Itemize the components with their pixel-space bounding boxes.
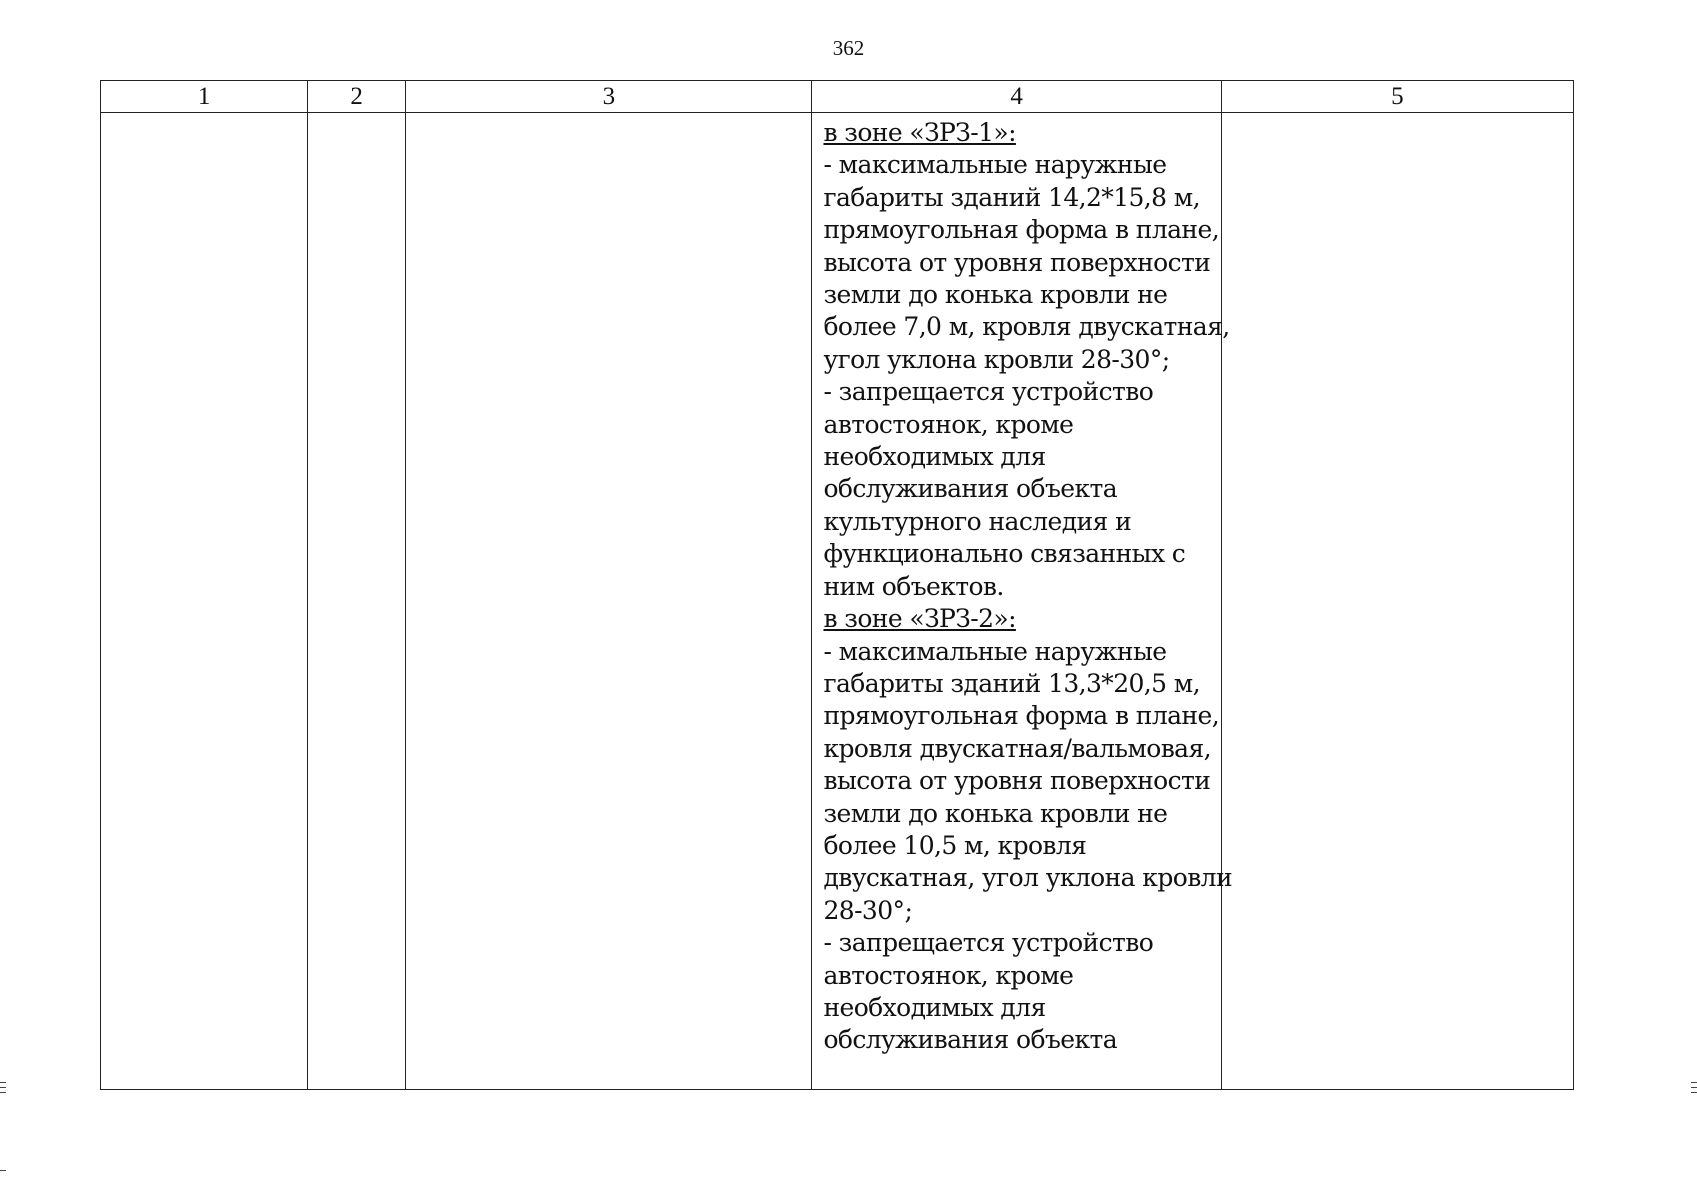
column-header-5: 5 [1221, 81, 1573, 113]
requirement-line: - максимальные наружные [823, 636, 1167, 666]
requirement-line: ним объектов. [823, 571, 1004, 601]
requirement-line: угол уклона кровли 28-30°; [823, 344, 1170, 374]
table-header-row [101, 81, 1574, 113]
requirement-line: 28-30°; [823, 895, 913, 925]
requirement-line: обслуживания объекта [823, 1025, 1118, 1055]
requirement-line: культурного наследия и [823, 506, 1132, 536]
requirement-line: прямоугольная форма в плане, [823, 215, 1220, 245]
regulations-table [100, 80, 1574, 1090]
zone-heading: в зоне «ЗРЗ-1»: [823, 118, 1016, 147]
scan-edge-mark [0, 1092, 6, 1093]
column-header-3: 3 [406, 81, 812, 113]
requirement-line: автостоянок, кроме [823, 409, 1074, 439]
requirement-line: прямоугольная форма в плане, [823, 701, 1220, 731]
page-number: 362 [832, 36, 865, 60]
requirement-line: автостоянок, кроме [823, 960, 1074, 990]
cell-col-3 [406, 113, 812, 1090]
scan-edge-mark [1691, 1082, 1697, 1083]
column-header-2: 2 [308, 81, 406, 113]
requirement-line: - запрещается устройство [823, 377, 1154, 407]
requirement-line: более 7,0 м, кровля двускатная, [823, 312, 1230, 342]
cell-col-2 [308, 113, 406, 1090]
table-row [101, 113, 1574, 1090]
scan-edge-mark [1691, 1092, 1697, 1093]
cell-col-1 [101, 113, 308, 1090]
cell-col-4-requirements [812, 113, 1233, 1090]
scan-edge-mark [0, 1082, 6, 1083]
requirement-line: габариты зданий 14,2*15,8 м, [823, 182, 1201, 212]
scan-edge-mark [0, 1170, 6, 1171]
cell-col-5 [1221, 113, 1573, 1090]
column-header-4: 4 [812, 81, 1221, 113]
requirement-line: - максимальные наружные [823, 150, 1167, 180]
requirement-line: земли до конька кровли не [823, 280, 1168, 310]
scan-edge-mark [1691, 1087, 1697, 1088]
scan-edge-mark [0, 1087, 6, 1088]
requirement-line: кровля двускатная/вальмовая, [823, 733, 1211, 763]
requirements-text [823, 117, 1233, 1057]
requirement-line: высота от уровня поверхности [823, 247, 1211, 277]
requirement-line: необходимых для [823, 442, 1046, 472]
requirement-line: - запрещается устройство [823, 928, 1154, 958]
requirement-line: необходимых для [823, 992, 1046, 1022]
requirement-line: земли до конька кровли не [823, 798, 1168, 828]
zone-heading: в зоне «ЗРЗ-2»: [823, 604, 1016, 634]
requirement-line: двускатная, угол уклона кровли [823, 863, 1233, 893]
requirement-line: более 10,5 м, кровля [823, 830, 1087, 860]
requirement-line: обслуживания объекта [823, 474, 1118, 504]
requirement-line: габариты зданий 13,3*20,5 м, [823, 668, 1201, 698]
requirement-line: высота от уровня поверхности [823, 766, 1211, 796]
requirement-line: функционально связанных с [823, 539, 1186, 569]
column-header-1: 1 [101, 81, 308, 113]
